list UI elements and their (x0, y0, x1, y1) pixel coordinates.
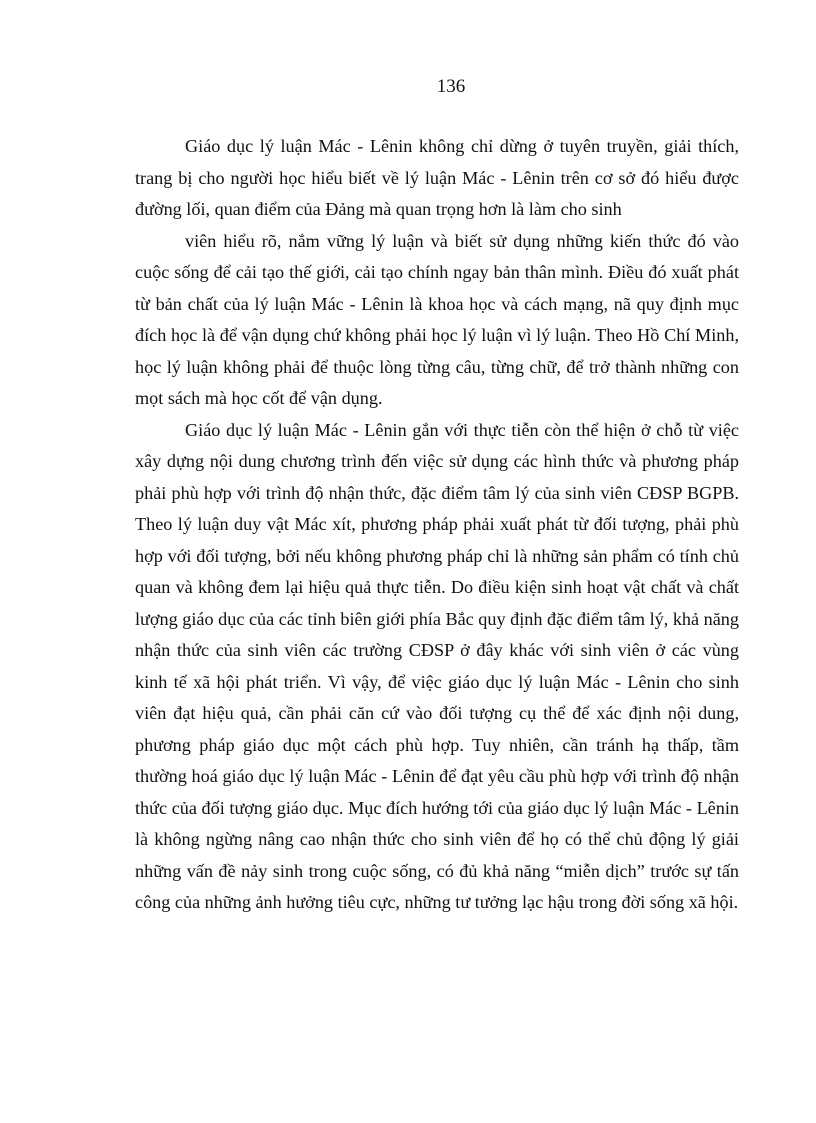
paragraph-3: Giáo dục lý luận Mác - Lênin gắn với thực tiễn còn thể hiện ở chỗ từ việc xây dựng nội dung chương trình đến việc sử dụng các hình thức và phương pháp phải phù hợp với trình độ nhận thức, đặc điểm tâm lý của sinh viên CĐSP BGPB. Theo lý luận duy vật Mác xít, phương pháp phải xuất phát từ đối tượng, phải phù hợp với đối tượng, bởi nếu không phương pháp chỉ là những sản phẩm có tính chủ quan và không đem lại hiệu quả thực tiễn. Do điều kiện sinh hoạt vật chất và chất lượng giáo dục của các tỉnh biên giới phía Bắc quy định đặc điểm tâm lý, khả năng nhận thức của sinh viên các trường CĐSP ở đây khác với sinh viên ở các vùng kinh tế xã hội phát triển. Vì vậy, để việc giáo dục lý luận Mác - Lênin cho sinh viên đạt hiệu quả, cần phải căn cứ vào đối tượng cụ thể để xác định nội dung, phương pháp giáo dục một cách phù hợp. Tuy nhiên, cần tránh hạ thấp, tầm thường hoá giáo dục lý luận Mác - Lênin để đạt yêu cầu phù hợp với trình độ nhận thức của đối tượng giáo dục. Mục đích hướng tới của giáo dục lý luận Mác - Lênin là không ngừng nâng cao nhận thức cho sinh viên để họ có thể chủ động lý giải những vấn đề nảy sinh trong cuộc sống, có đủ khả năng “miễn dịch” trước sự tấn công của những ảnh hưởng tiêu cực, những tư tưởng lạc hậu trong đời sống xã hội. (135, 419, 739, 912)
paragraph-2: viên hiểu rõ, nắm vững lý luận và biết sử dụng những kiến thức đó vào cuộc sống để cải tạo thế giới, cải tạo chính ngay bản thân mình. Điều đó xuất phát từ bản chất của lý luận Mác - Lênin là khoa học và cách mạng, nã quy định mục đích học là để vận dụng chứ không phải học lý luận vì lý luận. Theo Hồ Chí Minh, học lý luận không phải để thuộc lòng từng câu, từng chữ, để trở thành những con mọt sách mà học cốt để vận dụng. (135, 230, 739, 408)
paragraph-1: Giáo dục lý luận Mác - Lênin không chỉ dừng ở tuyên truyền, giải thích, trang bị cho người học hiểu biết về lý luận Mác - Lênin trên cơ sở đó hiểu được đường lối, quan điểm của Đảng mà quan trọng hơn là làm cho sinh (135, 136, 739, 219)
page-number: 136 (436, 76, 466, 97)
body-text (135, 131, 739, 919)
